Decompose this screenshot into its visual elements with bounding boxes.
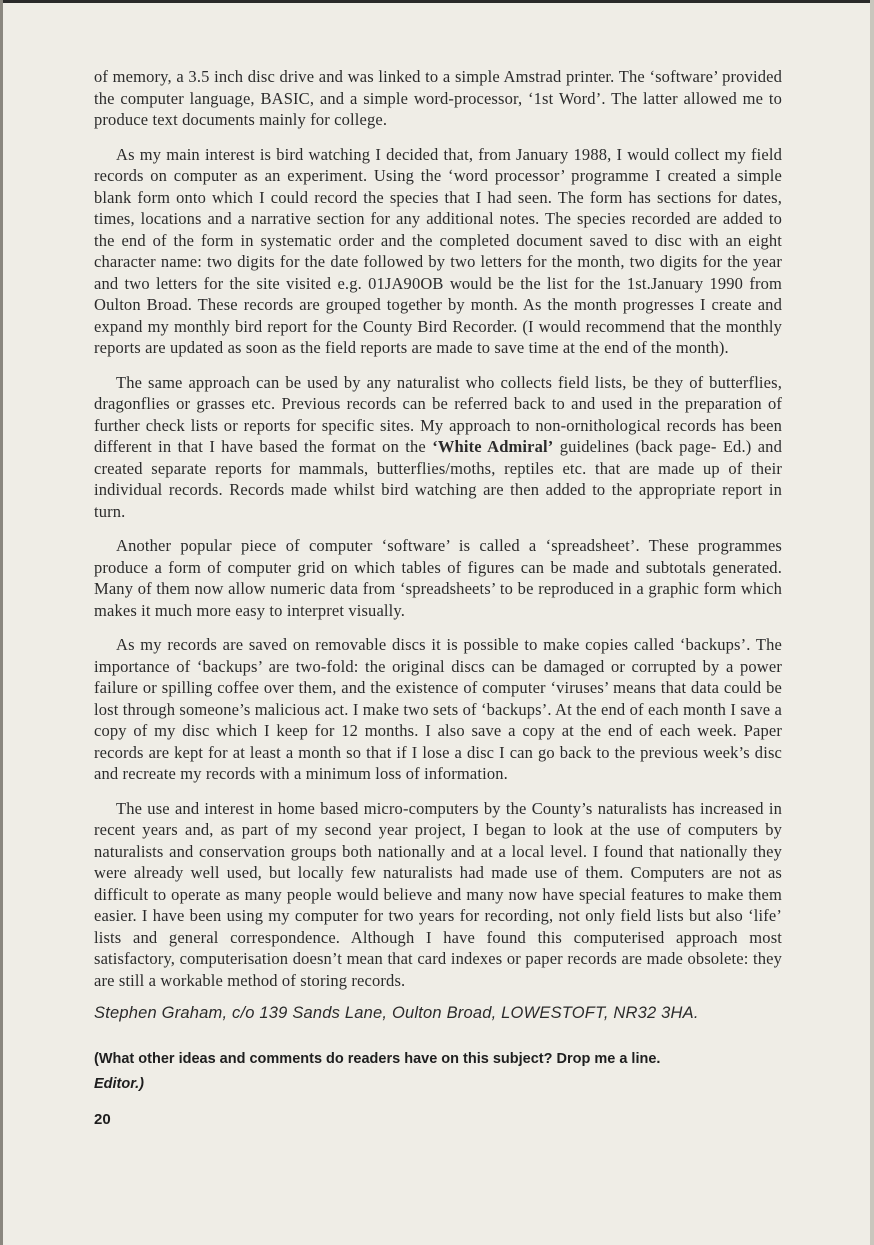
paragraph-backups: As my records are saved on removable discs it is possible to make copies called ‘backups’. The importance of ‘backups’ are two-fold: the original discs can be damaged or corrupted by a power failure or spilling coffee over them, and the existence of computer ‘viruses’ means that data could be lost through someone’s malicious act. I make two sets of ‘backups’. At the end of each month I save a copy of my disc which I keep for 12 months. I also save a copy at the end of each week. Paper records are kept for at least a month so that if I lose a disc I can go back to the previous week’s disc and recreate my records with a minimum loss of information. xyxy=(94,635,782,783)
paragraph-naturalist-approach xyxy=(94,372,782,523)
paragraph-spreadsheet: Another popular piece of computer ‘software’ is called a ‘spreadsheet’. These programmes produce a form of computer grid on which tables of figures can be made and subtotals generated. Many of them now allow numeric data from ‘spreadsheets’ to be reproduced in a graphic form which makes it much more easy to interpret visually. xyxy=(94,536,782,620)
paragraph-memory: of memory, a 3.5 inch disc drive and was linked to a simple Amstrad printer. The ‘software’ provided the computer language, BASIC, and a simple word-processor, ‘1st Word’. The latter allowed me to produce text documents mainly for college. xyxy=(94,67,782,129)
page-number: 20 xyxy=(94,1111,111,1128)
page-left-edge xyxy=(0,0,3,1245)
paragraph-naturalist-text-start: The same approach can be used by any naturalist who collects field lists, be they of butterflies, dragonflies or grasses etc. Previous records can be referred back to and used in the preparation of further check lists or reports for specific sites. My approach to non-ornithological records has been different in that I have based the format on the xyxy=(94,372,782,456)
page-top-edge xyxy=(0,0,874,3)
editor-note-attribution: Editor.) xyxy=(94,1076,144,1092)
paragraph-home-computers: The use and interest in home based micro-computers by the County’s naturalists has increased in recent years and, as part of my second year project, I began to look at the use of computers by naturalists and conservation groups both nationally and at a local level. I found that nationally they were already well used, but locally few naturalists had made use of them. Computers are not as difficult to operate as many people would believe and many now have special features to make them easier. I have been using my computer for two years for recording, not only field lists but also ‘life’ lists and general correspondence. Although I have found this computerised approach most satisfactory, computerisation doesn’t mean that card indexes or paper records are made obsolete: they are still a workable method of storing records. xyxy=(94,798,782,990)
editor-note xyxy=(94,1047,782,1097)
article-body xyxy=(94,66,782,1128)
paragraph-bird-watching: As my main interest is bird watching I decided that, from January 1988, I would collect my field records on computer as an experiment. Using the ‘word processor’ programme I created a simple blank form onto which I could record the species that I had seen. The form has sections for dates, times, locations and a narrative section for any additional notes. The species recorded are added to the end of the form in systematic order and the completed document saved to disc with an eight character name: two digits for the date followed by two letters for the month, two digits for the year and two letters for the site visited e.g. 01JA90OB would be the list for the 1st.January 1990 from Oulton Broad. These records are grouped together by month. As the month progresses I create and expand my monthly bird report for the County Bird Recorder. (I would recommend that the monthly reports are updated as soon as the field reports are made to save time at the end of the month). xyxy=(94,144,782,357)
page-right-edge xyxy=(870,0,874,1245)
white-admiral-term: ‘White Admiral’ xyxy=(432,437,554,456)
editor-note-question: (What other ideas and comments do readers have on this subject? Drop me a line. xyxy=(94,1051,661,1067)
paragraph-naturalist-text-end: guidelines (back page- Ed.) and created separate reports for mammals, butterflies/moths, reptiles etc. that are made up of their individual records. Records made whilst bird watching are then added to the appropriate report in turn. xyxy=(94,437,782,521)
author-signature: Stephen Graham, c/o 139 Sands Lane, Oulton Broad, LOWESTOFT, NR32 3HA. xyxy=(94,1004,699,1022)
